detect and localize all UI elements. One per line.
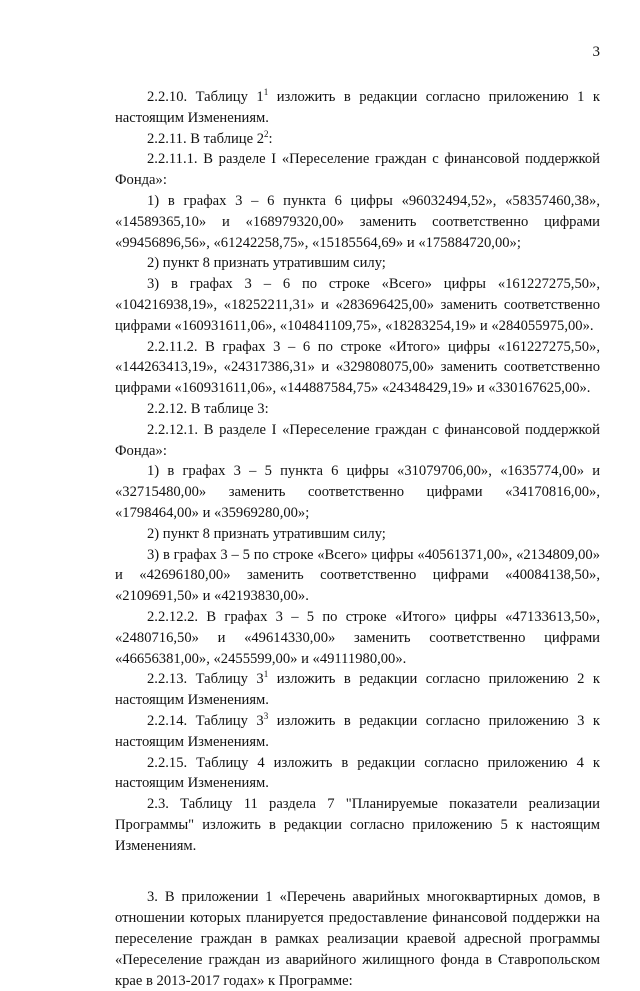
- list-item-2-2-11-1-1: 1) в графах 3 – 6 пункта 6 цифры «96032494,52», «58357460,38», «14589365,10» и «168979320,00» заменить соответственно цифрами «99456896,56», «61242258,75», «15185564,69» и «175884720,00»;: [115, 192, 600, 251]
- paragraph-text: 2.2.13. Таблицу 3: [147, 671, 264, 688]
- paragraph-text: изложить в редакции согласно приложению 3 к настоящим Изменениям.: [115, 712, 600, 750]
- paragraph-2-2-13: [115, 669, 600, 711]
- paragraph-text: :: [268, 130, 273, 147]
- paragraph-3: 3. В приложении 1 «Перечень аварийных многоквартирных домов, в отношении которых планируется предоставление финансовой поддержки на переселение граждан в рамках реализации краевой адресной программы «Переселение граждан из аварийного жилищного фонда в Ставропольском крае в 2013-2017 годах» к Программе:: [115, 889, 600, 989]
- paragraph-2-2-12-1: 2.2.12.1. В разделе I «Переселение граждан с финансовой поддержкой Фонда»:: [115, 421, 600, 459]
- list-item-2-2-12-1-1: 1) в графах 3 – 5 пункта 6 цифры «31079706,00», «1635774,00» и «32715480,00» заменить соответственно цифрами «34170816,00», «1798464,00» и «35969280,00»;: [115, 463, 600, 521]
- paragraph-2-2-11-1: 2.2.11.1. В разделе I «Переселение граждан с финансовой поддержкой Фонда»:: [115, 151, 600, 189]
- paragraph-2-2-15: 2.2.15. Таблицу 4 изложить в редакции согласно приложению 4 к настоящим Изменениям.: [115, 754, 600, 792]
- list-item-2-2-12-1-3: 3) в графах 3 – 5 по строке «Всего» цифры «40561371,00», «2134809,00» и «42696180,00» заменить соответственно цифрами «40084138,50», «2109691,50» и «42193830,00».: [115, 546, 600, 605]
- list-item-2-2-11-1-2: 2) пункт 8 признать утратившим силу;: [147, 255, 386, 272]
- section-gap: [115, 856, 600, 887]
- list-item-2-2-12-1-2: 2) пункт 8 признать утратившим силу;: [147, 525, 386, 542]
- paragraph-2-2-10: [115, 87, 600, 129]
- paragraph-text: 2.2.10. Таблицу 1: [147, 89, 264, 105]
- paragraph-2-2-11: [115, 129, 600, 150]
- paragraph-text: 2.2.14. Таблицу 3: [147, 712, 264, 729]
- paragraph-2-2-11-2: 2.2.11.2. В графах 3 – 6 по строке «Итого» цифры «161227275,50», «144263413,19», «24317386,31» и «329808075,00» заменить соответственно цифрами «160931611,06», «144887584,75» «24348429,19» и «330167625,00».: [115, 338, 600, 397]
- paragraph-2-2-12: 2.2.12. В таблице 3:: [147, 400, 269, 417]
- superscript: 1: [263, 669, 269, 680]
- paragraph-2-2-14: [115, 711, 600, 753]
- page-number: 3: [592, 44, 600, 60]
- paragraph-2-3: 2.3. Таблицу 11 раздела 7 "Планируемые показатели реализации Программы" изложить в редакции согласно приложению 5 к настоящим Изменениям.: [115, 796, 600, 854]
- document-body: [115, 87, 600, 991]
- paragraph-text: 2.2.11. В таблице 2: [147, 130, 265, 147]
- paragraph-text: изложить в редакции согласно приложению 2 к настоящим Изменениям.: [115, 671, 600, 709]
- superscript: 2: [264, 128, 269, 139]
- superscript: 3: [263, 710, 269, 721]
- superscript: 1: [263, 87, 269, 97]
- paragraph-text: изложить в редакции согласно приложению 1 к настоящим Изменениям.: [115, 89, 600, 126]
- list-item-2-2-11-1-3: 3) в графах 3 – 6 по строке «Всего» цифры «161227275,50», «104216938,19», «18252211,31» и «283696425,00» заменить соответственно цифрами «160931611,06», «104841109,75», «18283254,19» и «284055975,00».: [115, 276, 600, 334]
- paragraph-2-2-12-2: 2.2.12.2. В графах 3 – 5 по строке «Итого» цифры «47133613,50», «2480716,50» и «49614330,00» заменить соответственно цифрами «46656381,00», «2455599,00» и «49111980,00».: [115, 608, 600, 667]
